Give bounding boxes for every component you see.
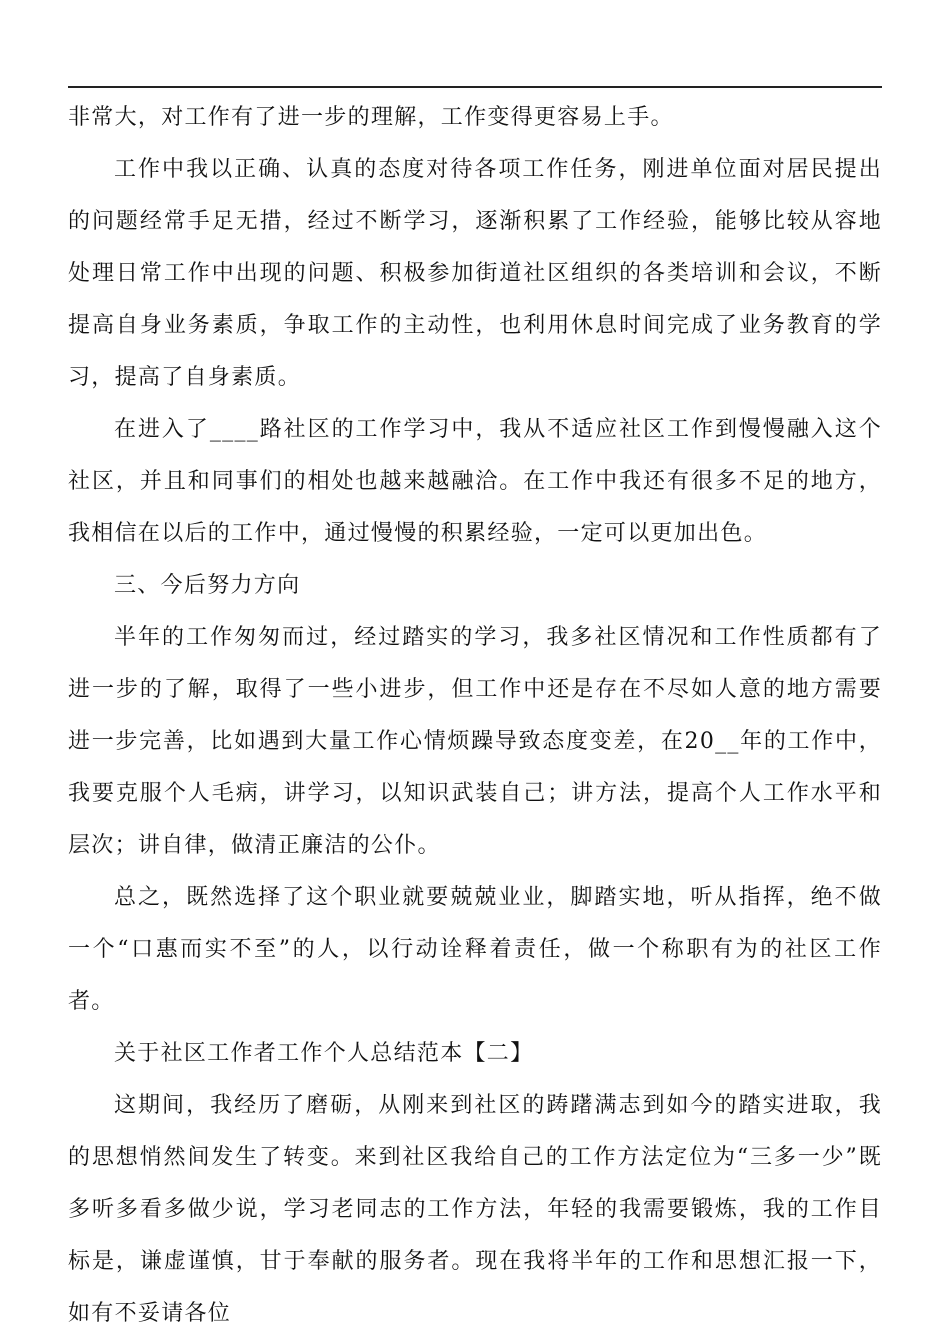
section-heading-future-direction: 三、今后努力方向 — [114, 573, 301, 598]
header-rule — [68, 86, 882, 88]
paragraph-experience: 这期间，我经历了磨砺，从刚来到社区的踌躇满志到如今的踏实进取，我的思想悄然间发生了转变。来到社区我给自己的工作方法定位为“三多一少”既多听多看多做少说，学习老同志的工作方法，年轻的我需要锻炼，我的工作目标是，谦虚谨慎，甘于奉献的服务者。现在我将半年的工作和思想汇报一下，如有不妥请各位 — [68, 1093, 882, 1326]
paragraph-community-integration: 在进入了____路社区的工作学习中，我从不适应社区工作到慢慢融入这个社区，并且和同事们的相处也越来越融洽。在工作中我还有很多不足的地方，我相信在以后的工作中，通过慢慢的积累经验，一定可以更加出色。 — [68, 417, 882, 546]
paragraph-work-attitude: 工作中我以正确、认真的态度对待各项工作任务，刚进单位面对居民提出的问题经常手足无措，经过不断学习，逐渐积累了工作经验，能够比较从容地处理日常工作中出现的问题、积极参加街道社区组织的各类培训和会议，不断提高自身业务素质，争取工作的主动性，也利用休息时间完成了业务教育的学习，提高了自身素质。 — [68, 157, 882, 390]
paragraph-half-year-review: 半年的工作匆匆而过，经过踏实的学习，我多社区情况和工作性质都有了进一步的了解，取得了一些小进步，但工作中还是存在不尽如人意的地方需要进一步完善，比如遇到大量工作心情烦躁导致态度变差，在20__年的工作中，我要克服个人毛病，讲学习，以知识武装自己；讲方法，提高个人工作水平和层次；讲自律，做清正廉洁的公仆。 — [68, 625, 882, 858]
paragraph-conclusion: 总之，既然选择了这个职业就要兢兢业业，脚踏实地，听从指挥，绝不做一个“口惠而实不至”的人，以行动诠释着责任，做一个称职有为的社区工作者。 — [68, 885, 882, 1014]
paragraph-continuation: 非常大，对工作有了进一步的理解，工作变得更容易上手。 — [68, 105, 674, 130]
section-heading-sample-two: 关于社区工作者工作个人总结范本【二】 — [114, 1041, 534, 1066]
document-body — [68, 92, 882, 1340]
